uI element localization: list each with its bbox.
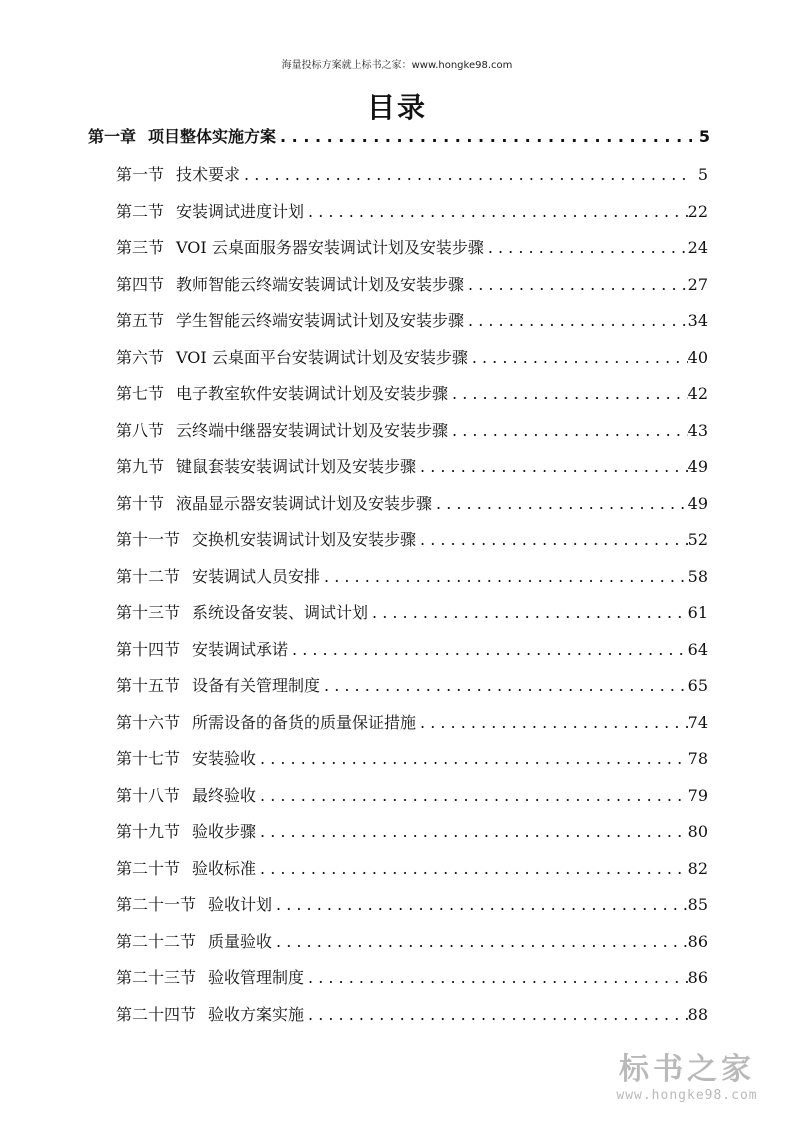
toc-section-page: 34 xyxy=(687,311,708,330)
toc-section-page: 49 xyxy=(687,493,708,513)
toc-section-entry[interactable] xyxy=(116,710,708,736)
toc-section-number: 第六节 xyxy=(116,347,165,367)
toc-leader-dots xyxy=(240,162,690,188)
toc-section-label: 交换机安装调试计划及安装步骤 xyxy=(192,530,417,549)
toc-section-page: 40 xyxy=(687,347,708,367)
toc-section-label: VOI 云桌面平台安装调试计划及安装步骤 xyxy=(176,347,468,367)
toc-leader-dots xyxy=(468,345,688,371)
toc-chapter-number: 第一章 xyxy=(88,127,137,146)
toc-section-entry[interactable] xyxy=(116,418,708,444)
toc-section-label: 系统设备安装、调试计划 xyxy=(192,603,369,622)
toc-section-page: 64 xyxy=(687,639,708,659)
toc-section-entry[interactable] xyxy=(116,199,708,225)
toc-section-entry[interactable] xyxy=(116,1002,708,1028)
toc-section-label: 验收计划 xyxy=(208,895,273,914)
toc-chapter-page: 5 xyxy=(698,127,710,146)
toc-section-number: 第七节 xyxy=(116,384,165,403)
toc-section-page: 85 xyxy=(687,895,708,914)
toc-section-number: 第十一节 xyxy=(116,530,181,549)
toc-section-label: 验收标准 xyxy=(192,858,257,878)
toc-section-number: 第十二节 xyxy=(116,566,181,586)
toc-section-page: 22 xyxy=(687,201,708,221)
toc-section-label: 验收管理制度 xyxy=(208,968,305,987)
toc-leader-dots xyxy=(432,491,688,517)
toc-section-entry[interactable] xyxy=(116,746,708,772)
toc-leader-dots xyxy=(484,235,688,261)
toc-section-number: 第十九节 xyxy=(116,822,181,841)
toc-section-entry[interactable] xyxy=(116,637,708,663)
toc-chapter-entry[interactable] xyxy=(88,124,710,150)
header-note: 海量投标方案就上标书之家：www.hongke98.com xyxy=(281,60,513,71)
toc-leader-dots xyxy=(448,418,688,444)
toc-chapter-label: 项目整体实施方案 xyxy=(148,127,277,146)
toc-leader-dots xyxy=(320,564,688,590)
watermark-title: 标书之家 xyxy=(619,1052,755,1087)
toc-section-label: 液晶显示器安装调试计划及安装步骤 xyxy=(176,493,433,513)
toc-section-page: 61 xyxy=(687,603,708,622)
toc-section-entry[interactable] xyxy=(116,491,708,517)
toc-section-number: 第二十三节 xyxy=(116,968,197,987)
toc-leader-dots xyxy=(276,124,692,150)
toc-section-entry[interactable] xyxy=(116,308,708,334)
toc-section-label: 安装调试进度计划 xyxy=(176,201,305,221)
toc-section-label: 验收步骤 xyxy=(192,822,257,841)
toc-section-entry[interactable] xyxy=(116,564,708,590)
toc-section-label: 云终端中继器安装调试计划及安装步骤 xyxy=(176,420,449,440)
toc-section-number: 第十八节 xyxy=(116,785,181,805)
toc-section-entry[interactable] xyxy=(116,272,708,298)
toc-leader-dots xyxy=(256,819,688,845)
toc-section-number: 第十节 xyxy=(116,493,165,513)
toc-section-number: 第三节 xyxy=(116,238,165,257)
toc-leader-dots xyxy=(416,710,688,736)
toc-section-entry[interactable] xyxy=(116,673,708,699)
toc-leader-dots xyxy=(304,199,688,225)
toc-leader-dots xyxy=(304,965,688,991)
toc-leader-dots xyxy=(272,892,688,918)
toc-section-entry[interactable] xyxy=(116,527,708,553)
toc-section-page: 52 xyxy=(687,530,708,549)
toc-section-entry[interactable] xyxy=(116,454,708,480)
toc-section-page: 86 xyxy=(687,968,708,987)
toc-section-page: 78 xyxy=(687,749,708,768)
toc-section-number: 第二十二节 xyxy=(116,931,197,951)
toc-leader-dots xyxy=(448,381,688,407)
toc-section-number: 第二十四节 xyxy=(116,1004,197,1024)
toc-leader-dots xyxy=(464,272,688,298)
toc-section-label: 键鼠套装安装调试计划及安装步骤 xyxy=(176,457,417,476)
toc-section-entry[interactable] xyxy=(116,783,708,809)
toc-leader-dots xyxy=(272,929,688,955)
toc-section-page: 88 xyxy=(687,1004,708,1024)
toc-section-entry[interactable] xyxy=(116,856,708,882)
toc-section-label: 最终验收 xyxy=(192,785,257,805)
toc-section-page: 82 xyxy=(687,858,708,878)
toc-section-label: 技术要求 xyxy=(176,165,241,184)
toc-section-label: 安装调试人员安排 xyxy=(192,566,321,586)
toc-section-page: 43 xyxy=(687,420,708,440)
toc-section-entry[interactable] xyxy=(116,381,708,407)
toc-section-number: 第二节 xyxy=(116,201,165,221)
toc-section-label: 质量验收 xyxy=(208,931,273,951)
toc-leader-dots xyxy=(288,637,688,663)
toc-section-page: 5 xyxy=(697,165,708,184)
toc-section-page: 79 xyxy=(687,785,708,805)
toc-section-number: 第四节 xyxy=(116,274,165,294)
toc-section-page: 86 xyxy=(687,931,708,951)
toc-section-number: 第十六节 xyxy=(116,712,181,732)
toc-section-entry[interactable] xyxy=(116,345,708,371)
toc-section-label: 设备有关管理制度 xyxy=(192,676,321,695)
toc-section-page: 65 xyxy=(687,676,708,695)
toc-leader-dots xyxy=(368,600,688,626)
toc-section-number: 第九节 xyxy=(116,457,165,476)
toc-section-entry[interactable] xyxy=(116,600,708,626)
toc-section-page: 27 xyxy=(687,274,708,294)
toc-section-entry[interactable] xyxy=(116,162,708,188)
toc-section-label: 验收方案实施 xyxy=(208,1004,305,1024)
toc-leader-dots xyxy=(256,856,688,882)
toc-section-label: 电子教室软件安装调试计划及安装步骤 xyxy=(176,384,449,403)
toc-section-entry[interactable] xyxy=(116,892,708,918)
toc-section-entry[interactable] xyxy=(116,819,708,845)
toc-section-label: VOI 云桌面服务器安装调试计划及安装步骤 xyxy=(176,238,484,257)
toc-leader-dots xyxy=(320,673,688,699)
toc-section-number: 第八节 xyxy=(116,420,165,440)
toc-leader-dots xyxy=(416,527,688,553)
toc-section-label: 教师智能云终端安装调试计划及安装步骤 xyxy=(176,274,465,294)
toc-section-entry[interactable] xyxy=(116,235,708,261)
toc-title: 目录 xyxy=(366,91,427,124)
toc-section-entry[interactable] xyxy=(116,965,708,991)
toc-leader-dots xyxy=(304,1002,688,1028)
toc-section-number: 第十五节 xyxy=(116,676,181,695)
toc-section-label: 学生智能云终端安装调试计划及安装步骤 xyxy=(176,311,465,330)
toc-section-page: 58 xyxy=(687,566,708,586)
toc-section-page: 42 xyxy=(687,384,708,403)
site-watermark-logo xyxy=(602,1052,772,1104)
toc-section-number: 第二十节 xyxy=(116,858,181,878)
toc-section-label: 所需设备的备货的质量保证措施 xyxy=(192,712,417,732)
toc-section-number: 第十七节 xyxy=(116,749,181,768)
toc-section-entry[interactable] xyxy=(116,929,708,955)
toc-section-page: 74 xyxy=(687,712,708,732)
toc-section-page: 80 xyxy=(687,822,708,841)
toc-leader-dots xyxy=(416,454,688,480)
toc-section-page: 24 xyxy=(687,238,708,257)
toc-section-number: 第十四节 xyxy=(116,639,181,659)
toc-leader-dots xyxy=(464,308,688,334)
toc-section-label: 安装调试承诺 xyxy=(192,639,289,659)
toc-section-number: 第二十一节 xyxy=(116,895,197,914)
toc-leader-dots xyxy=(256,783,688,809)
toc-section-number: 第一节 xyxy=(116,165,165,184)
watermark-url: www.hongke98.com xyxy=(616,1088,758,1103)
toc-section-page: 49 xyxy=(687,457,708,476)
toc-leader-dots xyxy=(256,746,688,772)
toc-section-label: 安装验收 xyxy=(192,749,257,768)
toc-section-number: 第十三节 xyxy=(116,603,181,622)
toc-section-number: 第五节 xyxy=(116,311,165,330)
